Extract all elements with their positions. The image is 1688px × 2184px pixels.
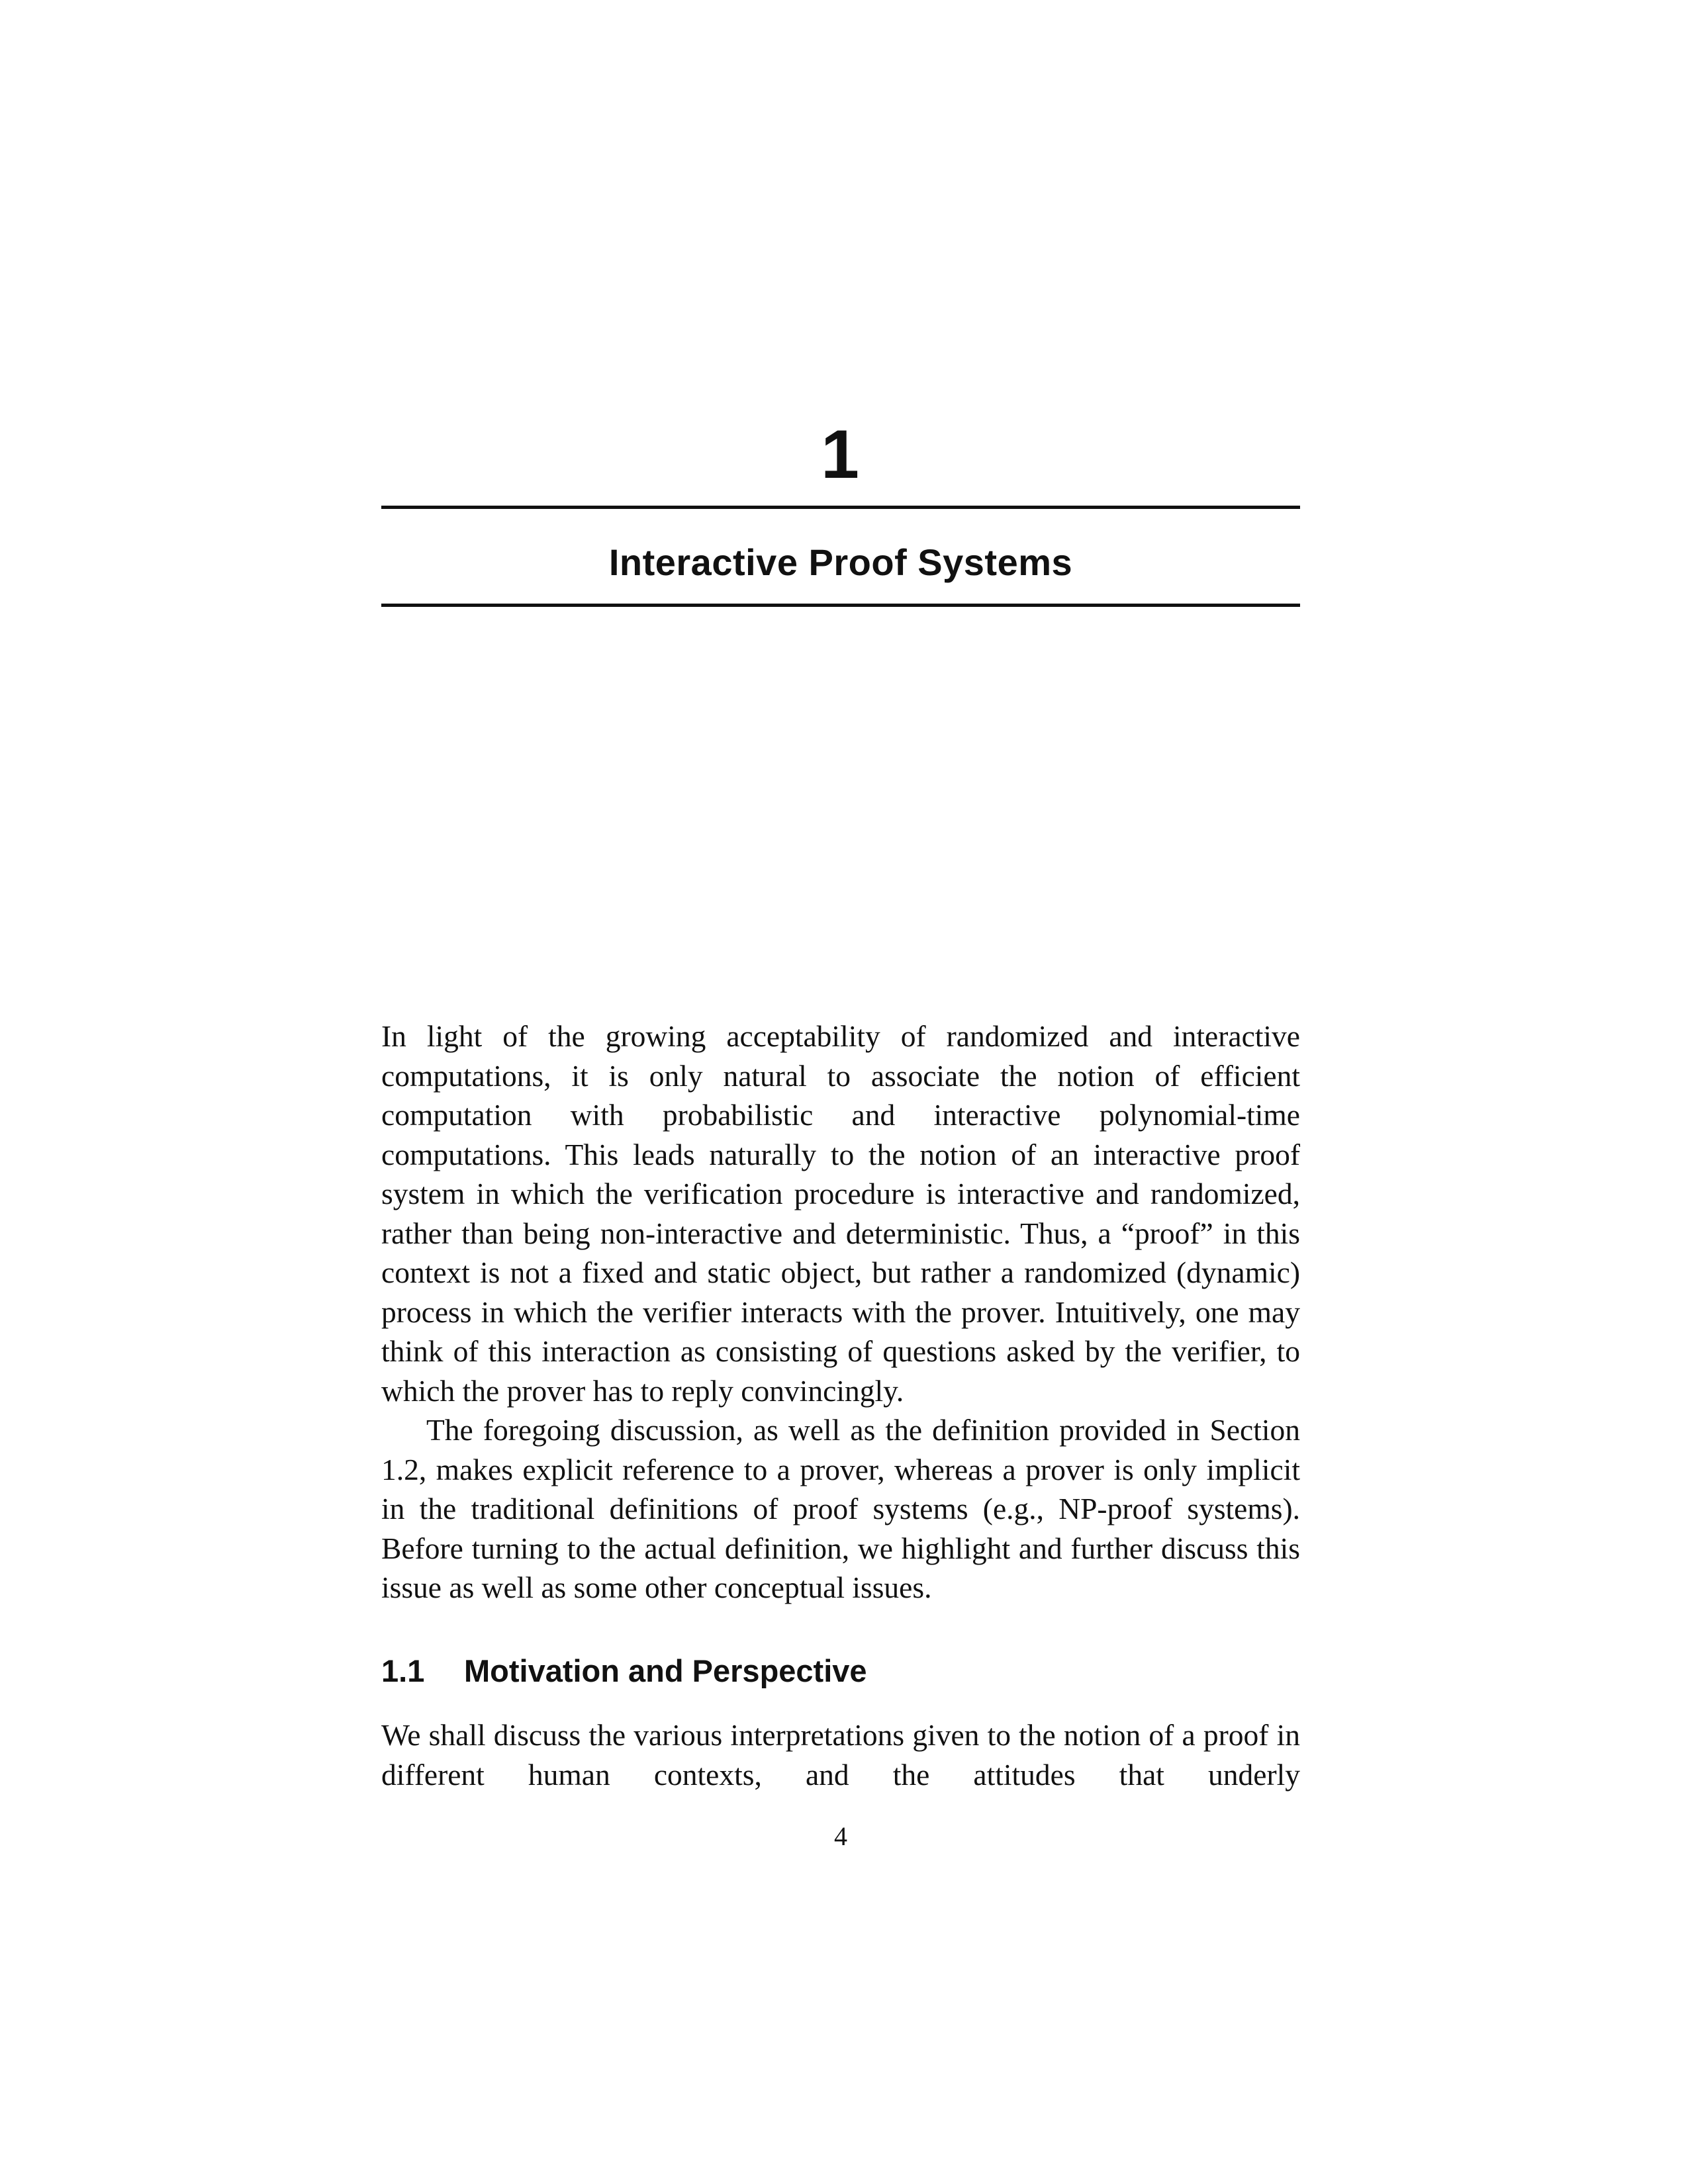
section-title: Motivation and Perspective (464, 1653, 867, 1688)
chapter-number: 1 (821, 416, 859, 493)
section-heading (381, 1648, 1300, 1694)
intro-paragraph-2 (381, 1410, 1300, 1608)
page-number: 4 (834, 1821, 847, 1851)
section-number: 1.1 (381, 1653, 425, 1688)
chapter-title: Interactive Proof Systems (608, 541, 1073, 583)
paragraph-text: The foregoing discussion, as well as the definition provided in Section 1.2, makes explicit reference to a prover, whereas a prover is only implicit in the traditional definitions of proof systems (e.g., NP-proof systems). Before turning to the actual definition, we highlight and further discuss this issue as well as some other conceptual issues. (381, 1413, 1300, 1604)
intro-paragraph-1 (381, 1017, 1300, 1410)
section-paragraph (381, 1715, 1300, 1794)
chapter-top-rule (381, 506, 1300, 509)
chapter-bottom-rule (381, 604, 1300, 607)
paragraph-text: In light of the growing acceptability of randomized and interactive computations, it is only natural to associate the notion of efficient computation with probabilistic and interactive polynomial-time computations. This leads naturally to the notion of an interactive proof system in which the verification procedure is interactive and randomized, rather than being non-interactive and deterministic. Thus, a “proof” in this context is not a fixed and static object, but rather a randomized (dynamic) process in which the verifier interacts with the prover. Intuitively, one may think of this interaction as consisting of questions asked by the verifier, to which the prover has to reply convincingly. (381, 1019, 1300, 1408)
paragraph-text: We shall discuss the various interpretations given to the notion of a proof in different human contexts, and the attitudes that underly (381, 1718, 1300, 1792)
